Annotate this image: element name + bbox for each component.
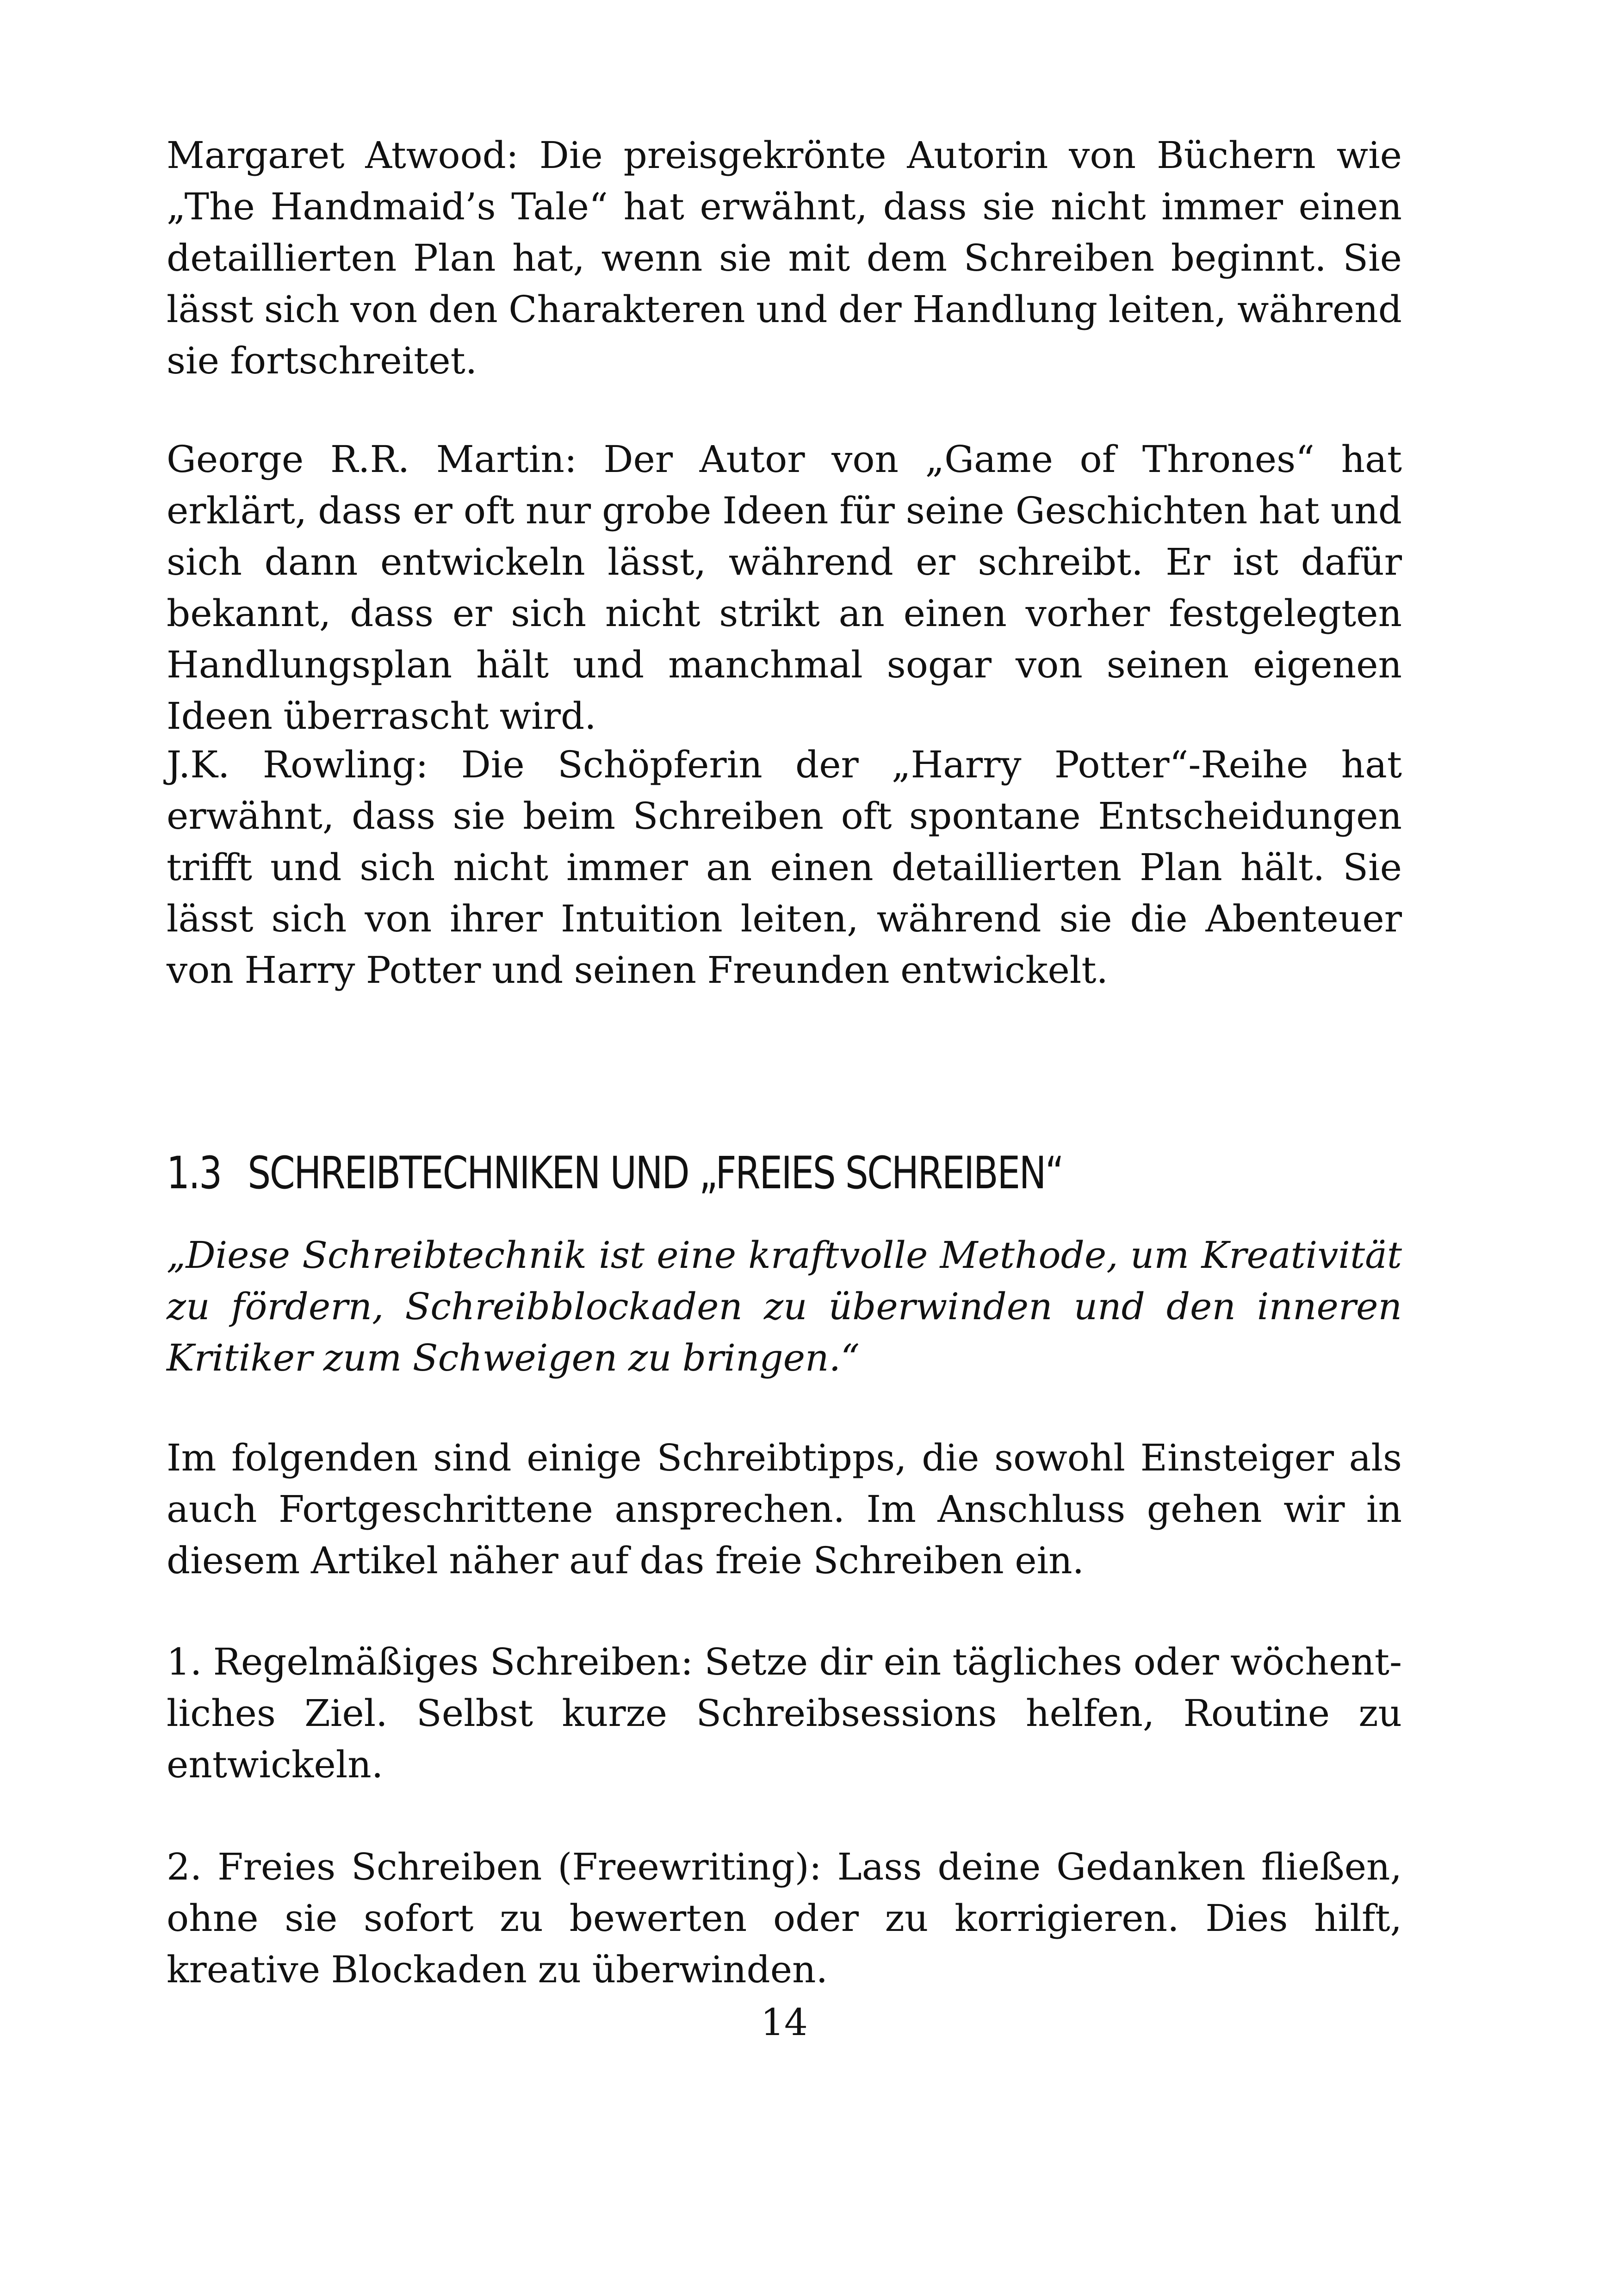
page-number: 14 xyxy=(761,2001,808,2044)
paragraph-rowling: J.K. Rowling: Die Schöpferin der „Harry Potter“-Reihe hat erwähnt, dass sie beim Schreiben oft spontane Entscheidungen trifft und sich nicht immer an einen detaillierten Plan hält. Sie lässt sich von ihrer Intuition leiten, während sie die Abenteuer von Harry Potter und seinen Freunden entwickelt. xyxy=(167,743,1402,992)
section-number: 1.3 xyxy=(167,1147,221,1199)
tip-freewriting: 2. Freies Schreiben (Freewriting): Lass deine Gedanken fließen, ohne sie sofort zu bewerten oder zu korrigieren. Dies hilft, kreative Blockaden zu überwinden. xyxy=(167,1845,1402,1991)
paragraph-martin: George R.R. Martin: Der Autor von „Game of Thrones“ hat erklärt, dass er oft nur grobe Ideen für seine Geschichten hat und sich dann entwickeln lässt, während er schreibt. Er ist dafür bekannt, dass er sich nicht strikt an einen vorher festgelegten Handlungsplan hält und manchmal sogar von seinen eigenen Ideen überrascht wird. xyxy=(167,438,1402,738)
section-quote: „Diese Schreibtechnik ist eine kraftvolle Methode, um Kreativität zu fördern, Schreibblockaden zu überwinden und den inneren Kritiker zum Schweigen zu bringen.“ xyxy=(167,1234,1402,1379)
tip-regular-writing: 1. Regelmäßiges Schreiben: Setze dir ein tägliches oder wöchentliches Ziel. Selbst kurze Schreibsessions helfen, Routine zu entwickeln. xyxy=(167,1640,1402,1786)
section-heading xyxy=(167,1143,1179,1203)
paragraph-intro: Im folgenden sind einige Schreibtipps, die sowohl Einsteiger als auch Fortgeschrittene ansprechen. Im Anschluss gehen wir in diesem Artikel näher auf das freie Schreiben ein. xyxy=(167,1436,1402,1582)
book-page xyxy=(167,0,1402,2296)
paragraph-atwood: Margaret Atwood: Die preisgekrönte Autorin von Büchern wie „The Handmaid’s Tale“ hat erwähnt, dass sie nicht immer einen detaillierten Plan hat, wenn sie mit dem Schreiben beginnt. Sie lässt sich von den Charakteren und der Handlung leiten, während sie fortschreitet. xyxy=(167,134,1402,382)
section-title: SCHREIBTECHNIKEN UND „FREIES SCHREIBEN“ xyxy=(248,1147,1063,1199)
